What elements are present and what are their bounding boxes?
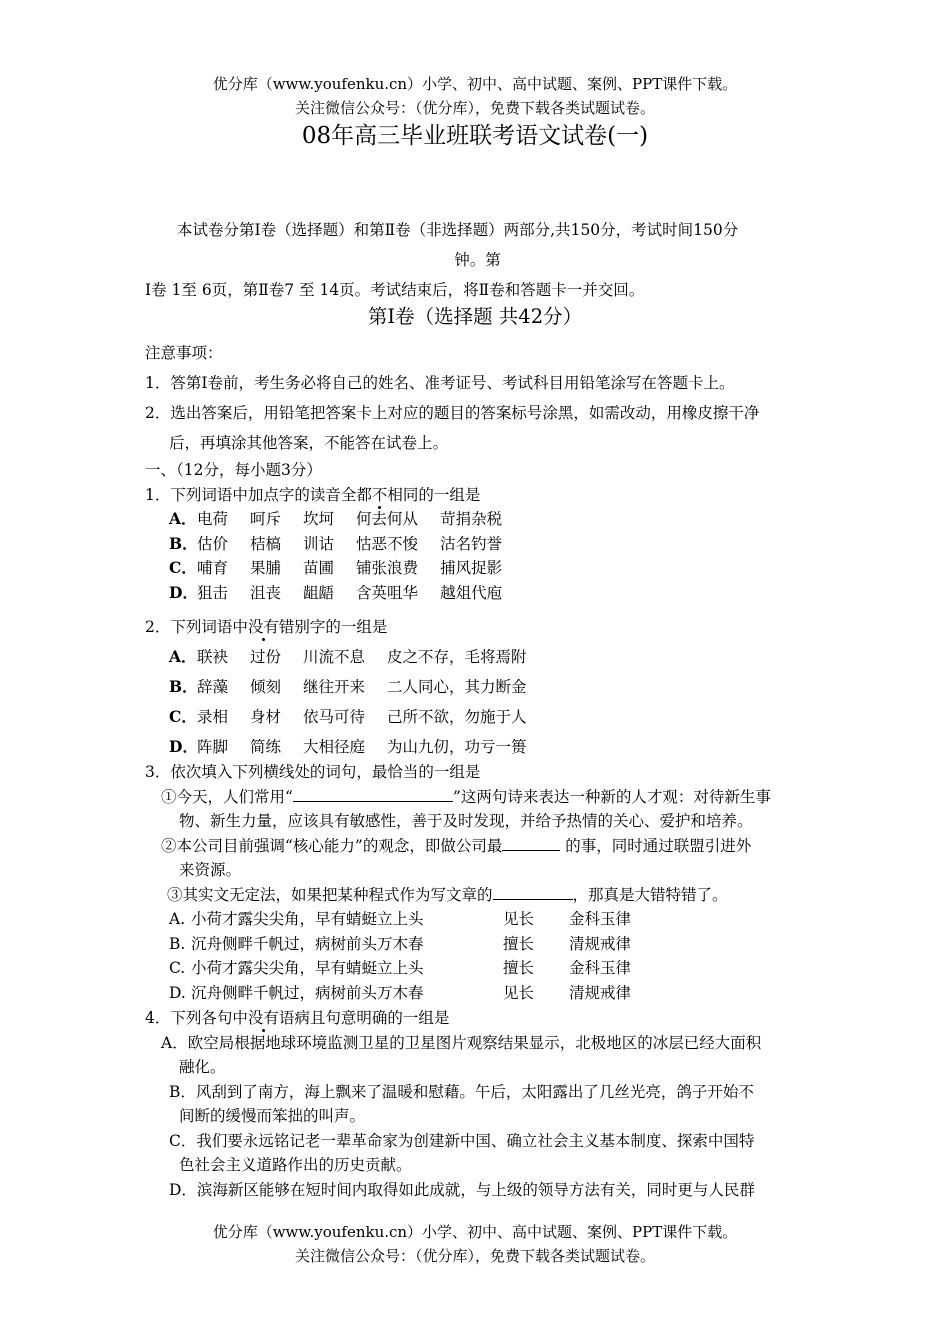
blank-2 — [502, 834, 560, 851]
intro-line-1: 本试卷分第Ⅰ卷（选择题）和第Ⅱ卷（非选择题）两部分,共150分，考试时间150分 — [177, 221, 739, 239]
question-1 — [145, 458, 810, 605]
question-3-sentence-2: ②本公司目前强调“核心能力”的观念，即做公司最 的事，同时通过联盟引进外 — [145, 834, 810, 859]
question-4-option-a-line-1: A．欧空局根据地球环境监测卫星的卫星图片观察结果显示，北极地区的冰层已经大面积 — [161, 1033, 762, 1052]
blank-1 — [293, 785, 453, 802]
notes-heading: 注意事项： — [145, 344, 223, 362]
question-3-stem: 3．依次填入下列横线处的词句，最恰当的一组是 — [145, 763, 481, 781]
question-3-option-c: C. 小荷才露尖尖角，早有蜻蜓立上头 擅长 金科玉律 — [169, 959, 632, 977]
question-1-option-c: C． 哺育 果脯 苗圃 铺张浪费 捕风捉影 — [169, 558, 503, 577]
question-3-sentence-1-cont: 物、新生力量，应该具有敏感性，善于及时发现，并给予热情的关心、爱护和培养。 — [179, 812, 753, 830]
header-line-1: 优分库（www.youfenku.cn）小学、初中、高中试题、案例、PPT课件下载。 — [212, 75, 738, 93]
question-4-stem: 4．下列各句中没有语病且句意明确的一组是 — [145, 1009, 450, 1027]
question-2-option-b: B． 辞藻 倾刻 继往开来 二人同心，其力断金 — [169, 677, 527, 696]
note-2-line-1: 2．选出答案后，用铅笔把答案卡上对应的题目的答案标号涂黑，如需改动，用橡皮擦干净 — [145, 404, 760, 422]
question-1-option-b: B． 估价 桔槁 训诂 怙恶不悛 沽名钓誉 — [169, 533, 503, 553]
page-footer — [0, 1220, 950, 1268]
question-1-option-a: A． 电荷 呵斥 坎坷 何去何从 苛捐杂税 — [169, 509, 503, 528]
question-1-stem: 1．下列词语中加点字的读音全都不相同的一组是 — [145, 485, 481, 504]
intro-paragraph — [145, 215, 810, 305]
notes-block — [145, 338, 810, 458]
page-header — [0, 72, 950, 120]
question-2-option-c: C． 录相 身材 依马可待 己所不欲，勿施于人 — [169, 707, 527, 726]
question-2-stem: 2．下列词语中没有错别字的一组是 — [145, 618, 388, 636]
question-3-sentence-3: ③其实文无定法，如果把某种程式作为写文章的 ，那真是大错特错了。 — [145, 883, 810, 908]
emphasis-dotted-text: 没有 — [247, 618, 279, 636]
question-2-options — [145, 642, 810, 762]
section-title: 第Ⅰ卷（选择题 共42分） — [367, 305, 583, 328]
header-line-2: 关注微信公众号：（优分库），免费下载各类试题试卷。 — [294, 99, 655, 117]
question-4 — [145, 1006, 810, 1202]
question-3-option-a: A. 小荷才露尖尖角，早有蜻蜓立上头 见长 金科玉律 — [169, 910, 632, 928]
question-3-options — [145, 907, 810, 1005]
question-4-option-c-line-2: 色社会主义道路作出的历史贡献。 — [179, 1156, 412, 1174]
question-2 — [145, 612, 810, 762]
emphasis-dotted-text: 没有 — [247, 1009, 279, 1027]
exam-title: 08年高三毕业班联考语文试卷(一) — [301, 123, 649, 149]
question-4-option-b-line-2: 间断的缓慢而笨拙的叫声。 — [179, 1107, 366, 1125]
part-1-heading: 一、（12分，每小题3分） — [145, 461, 322, 479]
intro-line-3: Ⅰ卷 1至 6页，第Ⅱ卷7 至 14页。考试结束后，将Ⅱ卷和答题卡一并交回。 — [145, 281, 645, 299]
question-4-option-d-line-1: D．滨海新区能够在短时间内取得如此成就，与上级的领导方法有关，同时更与人民群 — [169, 1180, 755, 1199]
question-1-options — [145, 507, 810, 605]
question-3-sentence-1: ①今天，人们常用“ ”这两句诗来表达一种新的人才观：对待新生事 — [145, 785, 810, 810]
blank-3 — [493, 883, 573, 900]
question-3-option-d: D. 沉舟侧畔千帆过，病树前头万木春 见长 清规戒律 — [169, 983, 632, 1002]
question-3-sentence-2-cont: 来资源。 — [179, 861, 242, 879]
note-2-line-2: 后，再填涂其他答案，不能答在试卷上。 — [169, 434, 449, 452]
question-4-option-b-line-1: B．风刮到了南方，海上飘来了温暖和慰藉。午后，太阳露出了几丝光亮，鸽子开始不 — [169, 1082, 754, 1101]
question-2-option-d: D． 阵脚 简练 大相径庭 为山九仞，功亏一篑 — [169, 737, 527, 756]
footer-line-2: 关注微信公众号：（优分库），免费下载各类试题试卷。 — [294, 1247, 655, 1265]
question-4-option-a-line-2: 融化。 — [179, 1058, 226, 1076]
question-4-option-c-line-1: C．我们要永远铭记老一辈革命家为创建新中国、确立社会主义基本制度、探索中国特 — [169, 1131, 755, 1150]
intro-line-2: 钟。第 — [454, 251, 501, 269]
emphasis-dotted-text: 不 — [371, 485, 388, 504]
question-3 — [145, 760, 810, 1005]
question-1-option-d: D． 狙击 沮丧 龃龉 含英咀华 越俎代庖 — [169, 582, 503, 602]
note-1: 1．答第Ⅰ卷前，考生务必将自己的姓名、准考证号、考试科目用铅笔涂写在答题卡上。 — [145, 374, 735, 392]
question-2-option-a: A． 联袂 过份 川流不息 皮之不存，毛将焉附 — [169, 647, 527, 666]
footer-line-1: 优分库（www.youfenku.cn）小学、初中、高中试题、案例、PPT课件下载。 — [212, 1223, 738, 1241]
question-3-option-b: B. 沉舟侧畔千帆过，病树前头万木春 擅长 清规戒律 — [169, 934, 632, 953]
